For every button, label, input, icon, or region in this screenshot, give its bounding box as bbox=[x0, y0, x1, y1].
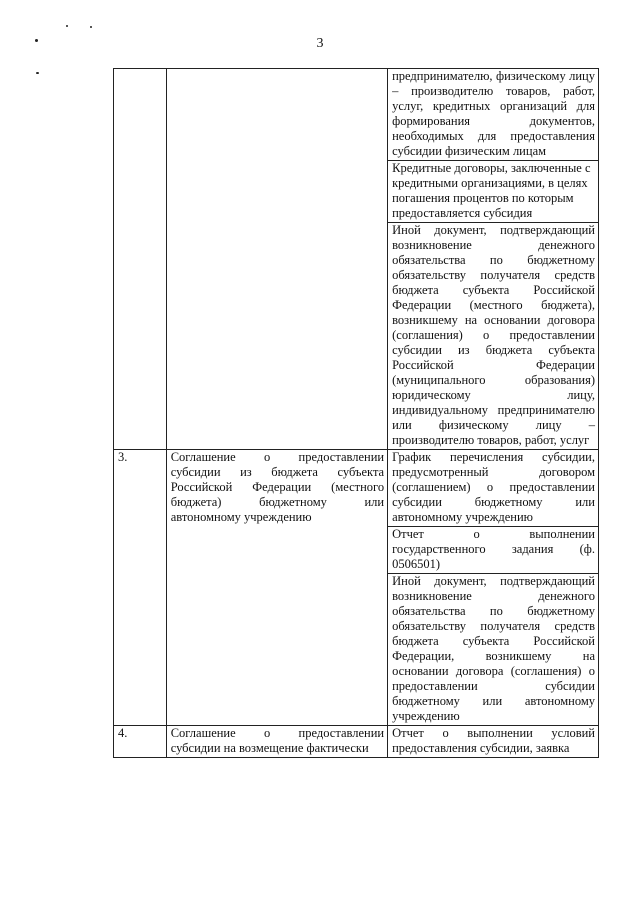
table-row-3 bbox=[114, 450, 599, 527]
scan-speck bbox=[36, 72, 39, 74]
scan-speck bbox=[66, 25, 68, 27]
page-number: 3 bbox=[316, 36, 324, 51]
table-row-4 bbox=[114, 726, 599, 758]
basis-cell bbox=[166, 223, 387, 450]
number-cell bbox=[114, 527, 167, 574]
table-row-continued-3 bbox=[114, 223, 599, 450]
row-number: 3. bbox=[114, 450, 167, 527]
table-row-continued-2 bbox=[114, 161, 599, 223]
documents-table bbox=[113, 68, 599, 758]
basis-cell bbox=[166, 527, 387, 574]
basis-cell bbox=[166, 574, 387, 726]
row-number: 4. bbox=[114, 726, 167, 758]
scan-speck bbox=[90, 26, 92, 28]
basis-cell bbox=[166, 69, 387, 161]
basis-cell: Соглашение о предоставлении субсидии из бюджета субъекта Российской Федерации (местного бюджета) бюджетному или автономному учреждению bbox=[166, 450, 387, 527]
number-cell bbox=[114, 574, 167, 726]
number-cell bbox=[114, 161, 167, 223]
table-row-3-doc-2 bbox=[114, 527, 599, 574]
document-cell: Отчет о выполнении государственного задания (ф. 0506501) bbox=[388, 527, 599, 574]
number-cell bbox=[114, 69, 167, 161]
basis-cell bbox=[166, 161, 387, 223]
document-cell: Иной документ, подтверждающий возникновение денежного обязательства по бюджетному обязательству получателя средств бюджета субъекта Российской Федерации (местного бюджета), возникшему на основании договора (соглашения) о предоставлении субсидии из бюджета субъекта Российской Федерации (муниципального образования) юридическому лицу, индивидуальному предпринимателю или физическому лицу – производителю товаров, работ, услуг bbox=[388, 223, 599, 450]
scan-speck bbox=[35, 39, 38, 42]
number-cell bbox=[114, 223, 167, 450]
document-cell: предпринимателю, физическому лицу – производителю товаров, работ, услуг, кредитных организаций для формирования документов, необходимых для предоставления субсидии физическим лицам bbox=[388, 69, 599, 161]
document-cell: Отчет о выполнении условий предоставления субсидии, заявка bbox=[388, 726, 599, 758]
document-cell: Иной документ, подтверждающий возникновение денежного обязательства по бюджетному обязательству получателя средств бюджета субъекта Российской Федерации, возникшему на основании договора (соглашения) о предоставлении субсидии бюджетному или автономному учреждению bbox=[388, 574, 599, 726]
document-cell: График перечисления субсидии, предусмотренный договором (соглашением) о предоставлении субсидии бюджетному или автономному учреждению bbox=[388, 450, 599, 527]
table-row-3-doc-3 bbox=[114, 574, 599, 726]
document-cell: Кредитные договоры, заключенные с кредитными организациями, в целях погашения процентов по которым предоставляется субсидия bbox=[388, 161, 599, 223]
basis-cell: Соглашение о предоставлении субсидии на возмещение фактически bbox=[166, 726, 387, 758]
table-row-continued-1 bbox=[114, 69, 599, 161]
